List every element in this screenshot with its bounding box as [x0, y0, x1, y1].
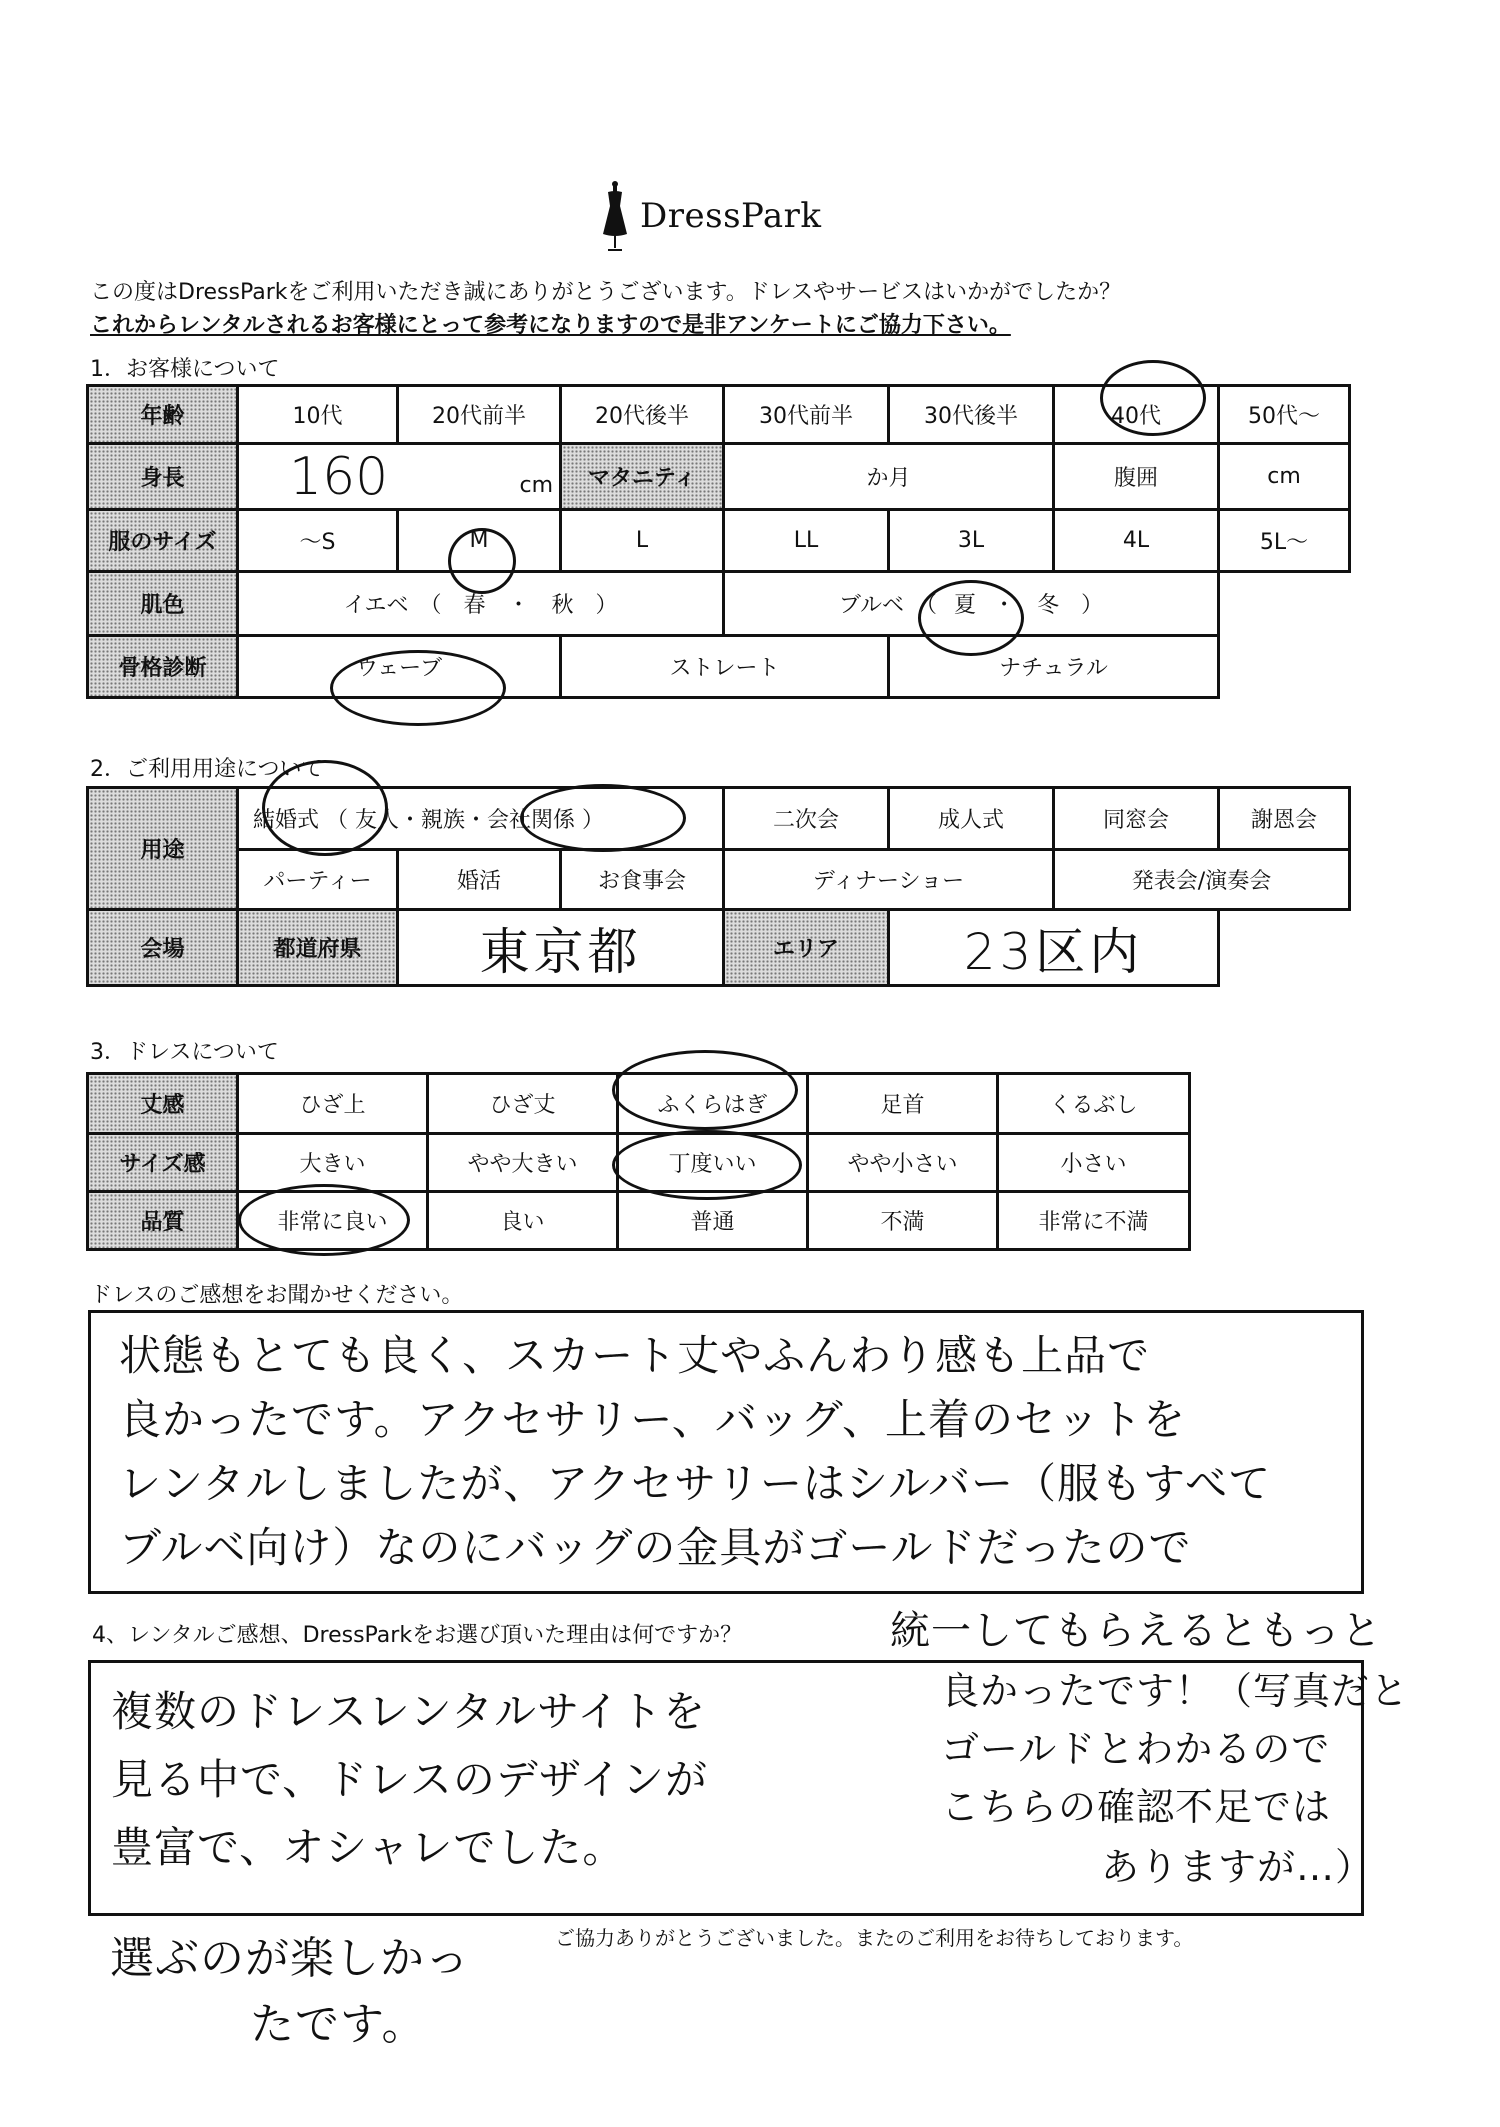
purpose-option[interactable]: 婚活	[398, 850, 561, 910]
length-option[interactable]: くるぶし	[998, 1074, 1190, 1134]
dress-form-icon	[600, 180, 630, 252]
age-option[interactable]: 20代後半	[561, 386, 724, 444]
comment-continuation: 統一してもらえるともっと	[890, 1608, 1382, 1654]
purpose-option[interactable]: 謝恩会	[1219, 788, 1350, 850]
skin-blue-summer: 夏	[954, 593, 977, 618]
quality-option[interactable]: 良い	[428, 1192, 618, 1250]
skin-blue-prefix: ブルベ （	[838, 593, 938, 618]
venue-label: 会場	[88, 910, 238, 986]
purpose-row-1	[88, 788, 1350, 850]
brand-logo	[600, 180, 822, 252]
reason-line: 見る中で、ドレスのデザインが	[111, 1755, 708, 1804]
area-label: エリア	[724, 910, 889, 986]
dress-table	[86, 1072, 1191, 1251]
size-option-selected[interactable]: M	[398, 510, 561, 572]
intro-request: これからレンタルされるお客様にとって参考になりますので是非アンケートにご協力下さい。	[90, 313, 1011, 338]
reason-line: 豊富で、オシャレでした。	[111, 1823, 626, 1872]
fit-option[interactable]: 大きい	[238, 1134, 428, 1192]
section2-title: 2．ご利用用途について	[90, 757, 324, 782]
prefecture-value[interactable]: 東京都	[398, 910, 724, 986]
fit-option[interactable]: やや小さい	[808, 1134, 998, 1192]
length-option[interactable]: ひざ上	[238, 1074, 428, 1134]
dress-comment-prompt: ドレスのご感想をお聞かせください。	[90, 1283, 464, 1308]
purpose-wedding-detail: （ 友人・親族・会社関係 ）	[326, 808, 605, 833]
skin-blue-suffix: ・ 冬 ）	[993, 593, 1104, 618]
brand-name: DressPark	[640, 196, 822, 236]
footer-thanks: ご協力ありがとうございました。またのご利用をお待ちしております。	[555, 1926, 1194, 1950]
fit-option[interactable]: やや大きい	[428, 1134, 618, 1192]
section3-title: 3．ドレスについて	[90, 1040, 279, 1065]
comment-line: 状態もとても良く、スカート丈やふんわり感も上品で	[119, 1331, 1151, 1380]
comment-line: ブルベ向け）なのにバッグの金具がゴールドだったので	[119, 1523, 1192, 1572]
height-value: 160	[289, 447, 389, 507]
comment-line: 良かったです。アクセサリー、バッグ、上着のセットを	[119, 1395, 1187, 1444]
length-label: 丈感	[88, 1074, 238, 1134]
reason-outside-line: 選ぶのが楽しかっ	[110, 1933, 470, 1984]
age-option[interactable]: 10代	[238, 386, 398, 444]
comment-line: レンタルしましたが、アクセサリーはシルバー（服もすべて	[119, 1459, 1272, 1508]
skin-row	[88, 572, 1350, 636]
maternity-months[interactable]: か月	[724, 444, 1054, 510]
purpose-wedding[interactable]	[238, 788, 724, 850]
age-option[interactable]: 20代前半	[398, 386, 561, 444]
size-option[interactable]: 5L～	[1219, 510, 1350, 572]
intro-text: この度はDressParkをご利用いただき誠にありがとうございます。ドレスやサービスはいかがでしたか？	[90, 280, 1122, 305]
age-option[interactable]: 30代前半	[724, 386, 889, 444]
frame-option-selected[interactable]: ウェーブ	[238, 636, 561, 698]
reason-box[interactable]	[88, 1660, 1410, 1916]
length-option-selected[interactable]: ふくらはぎ	[618, 1074, 808, 1134]
quality-option[interactable]: 普通	[618, 1192, 808, 1250]
customer-info-table	[86, 384, 1351, 699]
purpose-table	[86, 786, 1351, 987]
frame-label: 骨格診断	[88, 636, 238, 698]
size-option[interactable]: LL	[724, 510, 889, 572]
purpose-option[interactable]: 同窓会	[1054, 788, 1219, 850]
waist-unit[interactable]: cm	[1219, 444, 1350, 510]
purpose-option[interactable]: ディナーショー	[724, 850, 1054, 910]
reason-line: 複数のドレスレンタルサイトを	[111, 1687, 707, 1736]
reason-outside-line: たです。	[250, 1999, 427, 2050]
fit-label: サイズ感	[88, 1134, 238, 1192]
fit-option[interactable]: 小さい	[998, 1134, 1190, 1192]
height-field[interactable]	[238, 444, 561, 510]
frame-blank	[1219, 636, 1350, 698]
age-option-selected[interactable]: 40代	[1054, 386, 1219, 444]
prefecture-label: 都道府県	[238, 910, 398, 986]
comment-continuation: こちらの確認不足では	[941, 1785, 1332, 1829]
fit-option-selected[interactable]: 丁度いい	[618, 1134, 808, 1192]
purpose-option[interactable]: 発表会/演奏会	[1054, 850, 1350, 910]
maternity-label: マタニティ	[561, 444, 724, 510]
size-option[interactable]: ～S	[238, 510, 398, 572]
length-row	[88, 1074, 1190, 1134]
age-row	[88, 386, 1350, 444]
frame-option[interactable]: ストレート	[561, 636, 889, 698]
size-option[interactable]: 4L	[1054, 510, 1219, 572]
purpose-option[interactable]: パーティー	[238, 850, 398, 910]
venue-row	[88, 910, 1350, 986]
height-label: 身長	[88, 444, 238, 510]
quality-label: 品質	[88, 1192, 238, 1250]
reason-prompt: 4、レンタルご感想、DressParkをお選び頂いた理由は何ですか？	[92, 1623, 743, 1648]
purpose-label: 用途	[88, 788, 238, 910]
quality-option[interactable]: 非常に不満	[998, 1192, 1190, 1250]
quality-row	[88, 1192, 1190, 1250]
waist-label: 腹囲	[1054, 444, 1219, 510]
purpose-option[interactable]: 二次会	[724, 788, 889, 850]
size-option[interactable]: L	[561, 510, 724, 572]
quality-option-selected[interactable]: 非常に良い	[238, 1192, 428, 1250]
comment-continuation: ありますが…）	[1101, 1845, 1375, 1889]
size-label: 服のサイズ	[88, 510, 238, 572]
skin-label: 肌色	[88, 572, 238, 636]
purpose-row-2	[88, 850, 1350, 910]
height-row	[88, 444, 1350, 510]
height-unit: cm	[519, 473, 553, 498]
section1-title: 1．お客様について	[90, 357, 280, 382]
skin-blue[interactable]	[724, 572, 1219, 636]
age-label: 年齢	[88, 386, 238, 444]
frame-option[interactable]: ナチュラル	[889, 636, 1219, 698]
age-option[interactable]: 50代～	[1219, 386, 1350, 444]
comment-continuation: 良かったです！（写真だと	[941, 1669, 1410, 1713]
quality-option[interactable]: 不満	[808, 1192, 998, 1250]
fit-row	[88, 1134, 1190, 1192]
skin-blank	[1219, 572, 1350, 636]
frame-row	[88, 636, 1350, 698]
length-option[interactable]: ひざ丈	[428, 1074, 618, 1134]
venue-blank	[1219, 910, 1350, 986]
size-row	[88, 510, 1350, 572]
length-option[interactable]: 足首	[808, 1074, 998, 1134]
comment-continuation: ゴールドとわかるので	[941, 1727, 1331, 1771]
purpose-wedding-label: 結婚式	[253, 808, 320, 833]
purpose-option[interactable]: お食事会	[561, 850, 724, 910]
size-option[interactable]: 3L	[889, 510, 1054, 572]
age-option[interactable]: 30代後半	[889, 386, 1054, 444]
dress-comment-box[interactable]	[88, 1310, 1364, 1594]
area-value[interactable]: 23区内	[889, 910, 1219, 986]
purpose-option[interactable]: 成人式	[889, 788, 1054, 850]
skin-yellow[interactable]: イエベ （ 春 ・ 秋 ）	[238, 572, 724, 636]
